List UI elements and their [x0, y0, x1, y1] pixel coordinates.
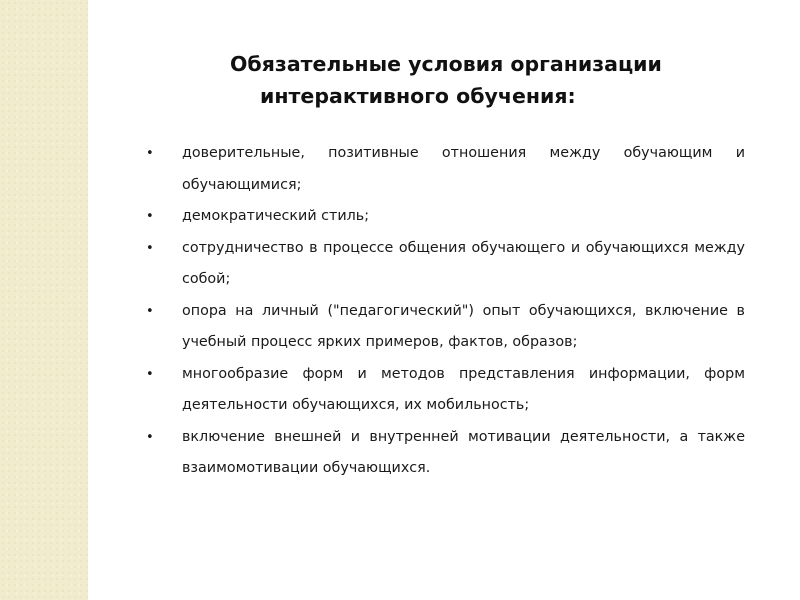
list-item-text: опора на личный ("педагогический") опыт обучающихся, включение в учебный процесс ярких примеров, фактов, образов;: [182, 302, 745, 350]
list-item-text: включение внешней и внутренней мотивации деятельности, а также взаимомотивации обучающихся.: [182, 428, 745, 476]
bullet-icon: •: [146, 303, 154, 319]
list-item: [140, 233, 745, 296]
list-item: [140, 359, 745, 422]
bullet-icon: •: [146, 366, 154, 382]
bullet-icon: •: [146, 209, 154, 224]
bullet-icon: •: [146, 240, 154, 256]
bullet-icon: •: [146, 429, 154, 445]
list-item: [140, 422, 745, 485]
list-item-text: многообразие форм и методов представления информации, форм деятельности обучающихся, их мобильность;: [182, 365, 745, 413]
list-item-text: демократический стиль;: [182, 208, 370, 224]
list-item-text: доверительные, позитивные отношения между обучающим и обучающимися;: [182, 145, 745, 193]
slide-title: [140, 48, 780, 112]
bullet-icon: •: [146, 146, 154, 161]
list-item: [140, 201, 745, 233]
conditions-list: [140, 138, 745, 485]
list-item-text: сотрудничество в процессе общения обучающего и обучающихся между собой;: [182, 239, 745, 287]
slide-title-line-1: Обязательные условия организации: [230, 52, 662, 76]
slide-title-line-2: интерактивного обучения:: [260, 84, 576, 108]
decorative-side-band: [0, 0, 88, 600]
list-item: [140, 138, 745, 201]
list-item: [140, 296, 745, 359]
